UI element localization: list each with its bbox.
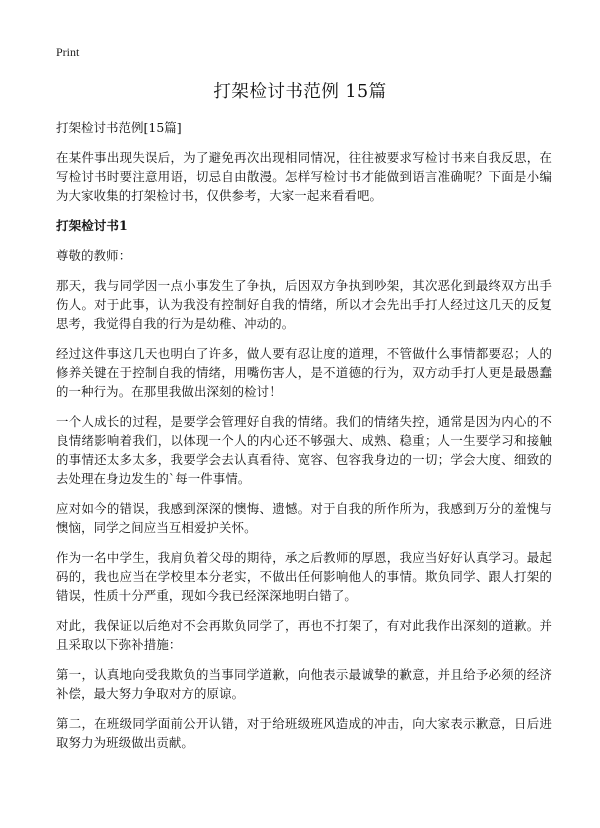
print-link[interactable]: Print bbox=[56, 45, 80, 59]
document-subtitle: 打架检讨书范例[15篇] bbox=[56, 120, 182, 135]
page-title: 打架检讨书范例 15篇 bbox=[213, 82, 387, 102]
body-paragraph: 经过这件事这几天也明白了许多，做人要有忍让度的道理，不管做什么事情都要忍；人的修养关键在于控制自我的情绪，用嘴伤害人，是不道德的行为，双方动手打人更是最愚蠢的一种行为。在那里我做出深刻的检讨！ bbox=[56, 346, 552, 399]
body-paragraph: 一个人成长的过程，是要学会管理好自我的情绪。我们的情绪失控，通常是因为内心的不良情绪影响着我们，以体现一个人的内心还不够强大、成熟、稳重；人一生要学习和接触的事情还太多太多，我要学会去认真看待、宽容、包容我身边的一切；学会大度、细致的去处理在身边发生的`每一件事情。 bbox=[56, 414, 552, 486]
body-paragraph: 那天，我与同学因一点小事发生了争执，后因双方争执到吵架，其次恶化到最终双方出手伤人。对于此事，认为我没有控制好自我的情绪，所以才会先出手打人经过这几天的反复思考，我觉得自我的行为是幼稚、冲动的。 bbox=[56, 278, 552, 331]
body-paragraph: 应对如今的错误，我感到深深的懊悔、遗憾。对于自我的所作所为，我感到万分的羞愧与懊恼，同学之间应当互相爱护关怀。 bbox=[56, 501, 552, 535]
body-paragraph: 作为一名中学生，我肩负着父母的期待，承之后教师的厚恩，我应当好好认真学习。最起码的，我也应当在学校里本分老实，不做出任何影响他人的事情。欺负同学、跟人打架的错误，性质十分严重，现如今我已经深深地明白错了。 bbox=[56, 550, 552, 603]
salutation: 尊敬的教师： bbox=[56, 248, 132, 263]
body-paragraph: 第二，在班级同学面前公开认错，对于给班级班风造成的冲击，向大家表示歉意，日后进取努力为班级做出贡献。 bbox=[56, 716, 552, 750]
section-heading: 打架检讨书1 bbox=[56, 218, 128, 233]
document-body bbox=[56, 118, 552, 763]
body-paragraph: 第一，认真地向受我欺负的当事同学道歉，向他表示最诚挚的歉意，并且给予必须的经济补偿，最大努力争取对方的原谅。 bbox=[56, 667, 552, 701]
body-paragraph: 对此，我保证以后绝对不会再欺负同学了，再也不打架了，有对此我作出深刻的道歉。并且采取以下弥补措施： bbox=[56, 618, 552, 652]
intro-paragraph: 在某件事出现失误后，为了避免再次出现相同情况，往往被要求写检讨书来自我反思，在写检讨书时要注意用语，切忌自由散漫。怎样写检讨书才能做到语言准确呢？下面是小编为大家收集的打架检讨书，仅供参考，大家一起来看看吧。 bbox=[56, 150, 552, 203]
